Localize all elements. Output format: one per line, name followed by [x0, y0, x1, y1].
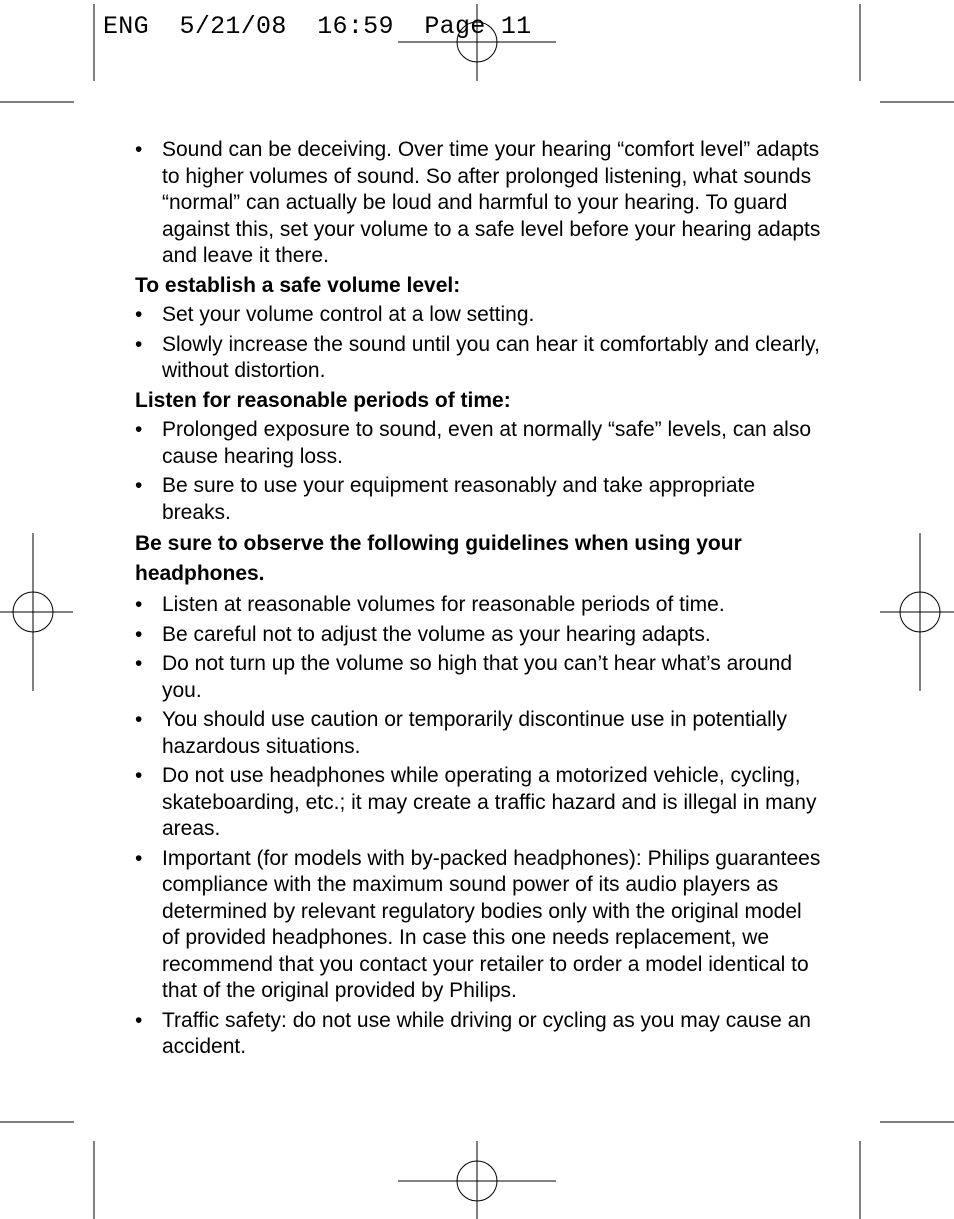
bullet-text: Be careful not to adjust the volume as your hearing adapts. — [162, 622, 711, 646]
bullet-glyph: • — [135, 622, 143, 646]
section-heading: Listen for reasonable periods of time: — [135, 388, 511, 412]
bullet-text: You should use caution or temporarily discontinue use in potentially hazardous situations. — [162, 708, 787, 758]
bullet-item — [135, 137, 825, 270]
bullet-item — [135, 302, 825, 329]
bullet-glyph: • — [135, 418, 143, 441]
bullet-item — [135, 763, 825, 843]
registration-mark-left — [0, 533, 73, 691]
bullet-item — [135, 592, 825, 619]
bullet-text: Do not use headphones while operating a motorized vehicle, cycling, skateboarding, etc.; it may create a traffic hazard and is illegal in many areas. — [162, 764, 817, 840]
bullet-item — [135, 651, 825, 704]
bullet-glyph: • — [135, 764, 143, 787]
bullet-text: Set your volume control at a low setting. — [162, 303, 535, 326]
safety-guidelines-body — [135, 137, 825, 1064]
bullet-item — [135, 846, 825, 1005]
bullet-text: Traffic safety: do not use while driving or cycling as you may cause an accident. — [162, 1008, 811, 1058]
bullet-glyph: • — [135, 652, 143, 675]
bullet-item — [135, 332, 825, 385]
section-heading: To establish a safe volume level: — [135, 273, 461, 297]
registration-mark-right — [880, 533, 954, 691]
bullet-text: Be sure to use your equipment reasonably and take appropriate breaks. — [162, 474, 756, 524]
bullet-glyph: • — [135, 303, 143, 326]
bullet-item — [135, 1008, 825, 1061]
bullet-text: Prolonged exposure to sound, even at normally “safe” levels, can also cause hearing loss. — [162, 418, 812, 468]
bullet-text: Listen at reasonable volumes for reasonable periods of time. — [162, 593, 725, 616]
bullet-glyph: • — [135, 474, 143, 497]
bullet-glyph: • — [135, 593, 143, 616]
bullet-item — [135, 417, 825, 470]
bullet-text: Slowly increase the sound until you can hear it comfortably and clearly, without distortion. — [162, 332, 820, 382]
bullet-item — [135, 707, 825, 760]
section-heading: Be sure to observe the following guidelines when using your headphones. — [135, 532, 742, 585]
bullet-glyph: • — [135, 138, 143, 161]
bullet-glyph: • — [135, 708, 143, 731]
bullet-item — [135, 622, 825, 649]
registration-mark-top — [398, 4, 556, 81]
bullet-text: Important (for models with by-packed headphones): Philips guarantees compliance with the maximum sound power of its audio players as determined by relevant regulatory bodies only with the original model of provided headphones. In case this one needs replacement, we recommend that you contact your retailer to order a model identical to that of the original provided by Philips. — [162, 846, 821, 1002]
registration-mark-bottom — [398, 1141, 556, 1219]
bullet-text: Do not turn up the volume so high that you can’t hear what’s around you. — [162, 652, 793, 702]
bullet-glyph: • — [135, 332, 143, 356]
bullet-text: Sound can be deceiving. Over time your hearing “comfort level” adapts to higher volumes of sound. So after prolonged listening, what sounds “normal” can actually be loud and harmful to your hearing. To guard against this, set your volume to a safe level before your hearing adapts and leave it there. — [162, 138, 821, 267]
bullet-glyph: • — [135, 1008, 143, 1032]
print-slug: ENG 5/21/08 16:59 Page 11 — [103, 12, 532, 41]
bullet-item — [135, 473, 825, 526]
bullet-glyph: • — [135, 846, 143, 870]
